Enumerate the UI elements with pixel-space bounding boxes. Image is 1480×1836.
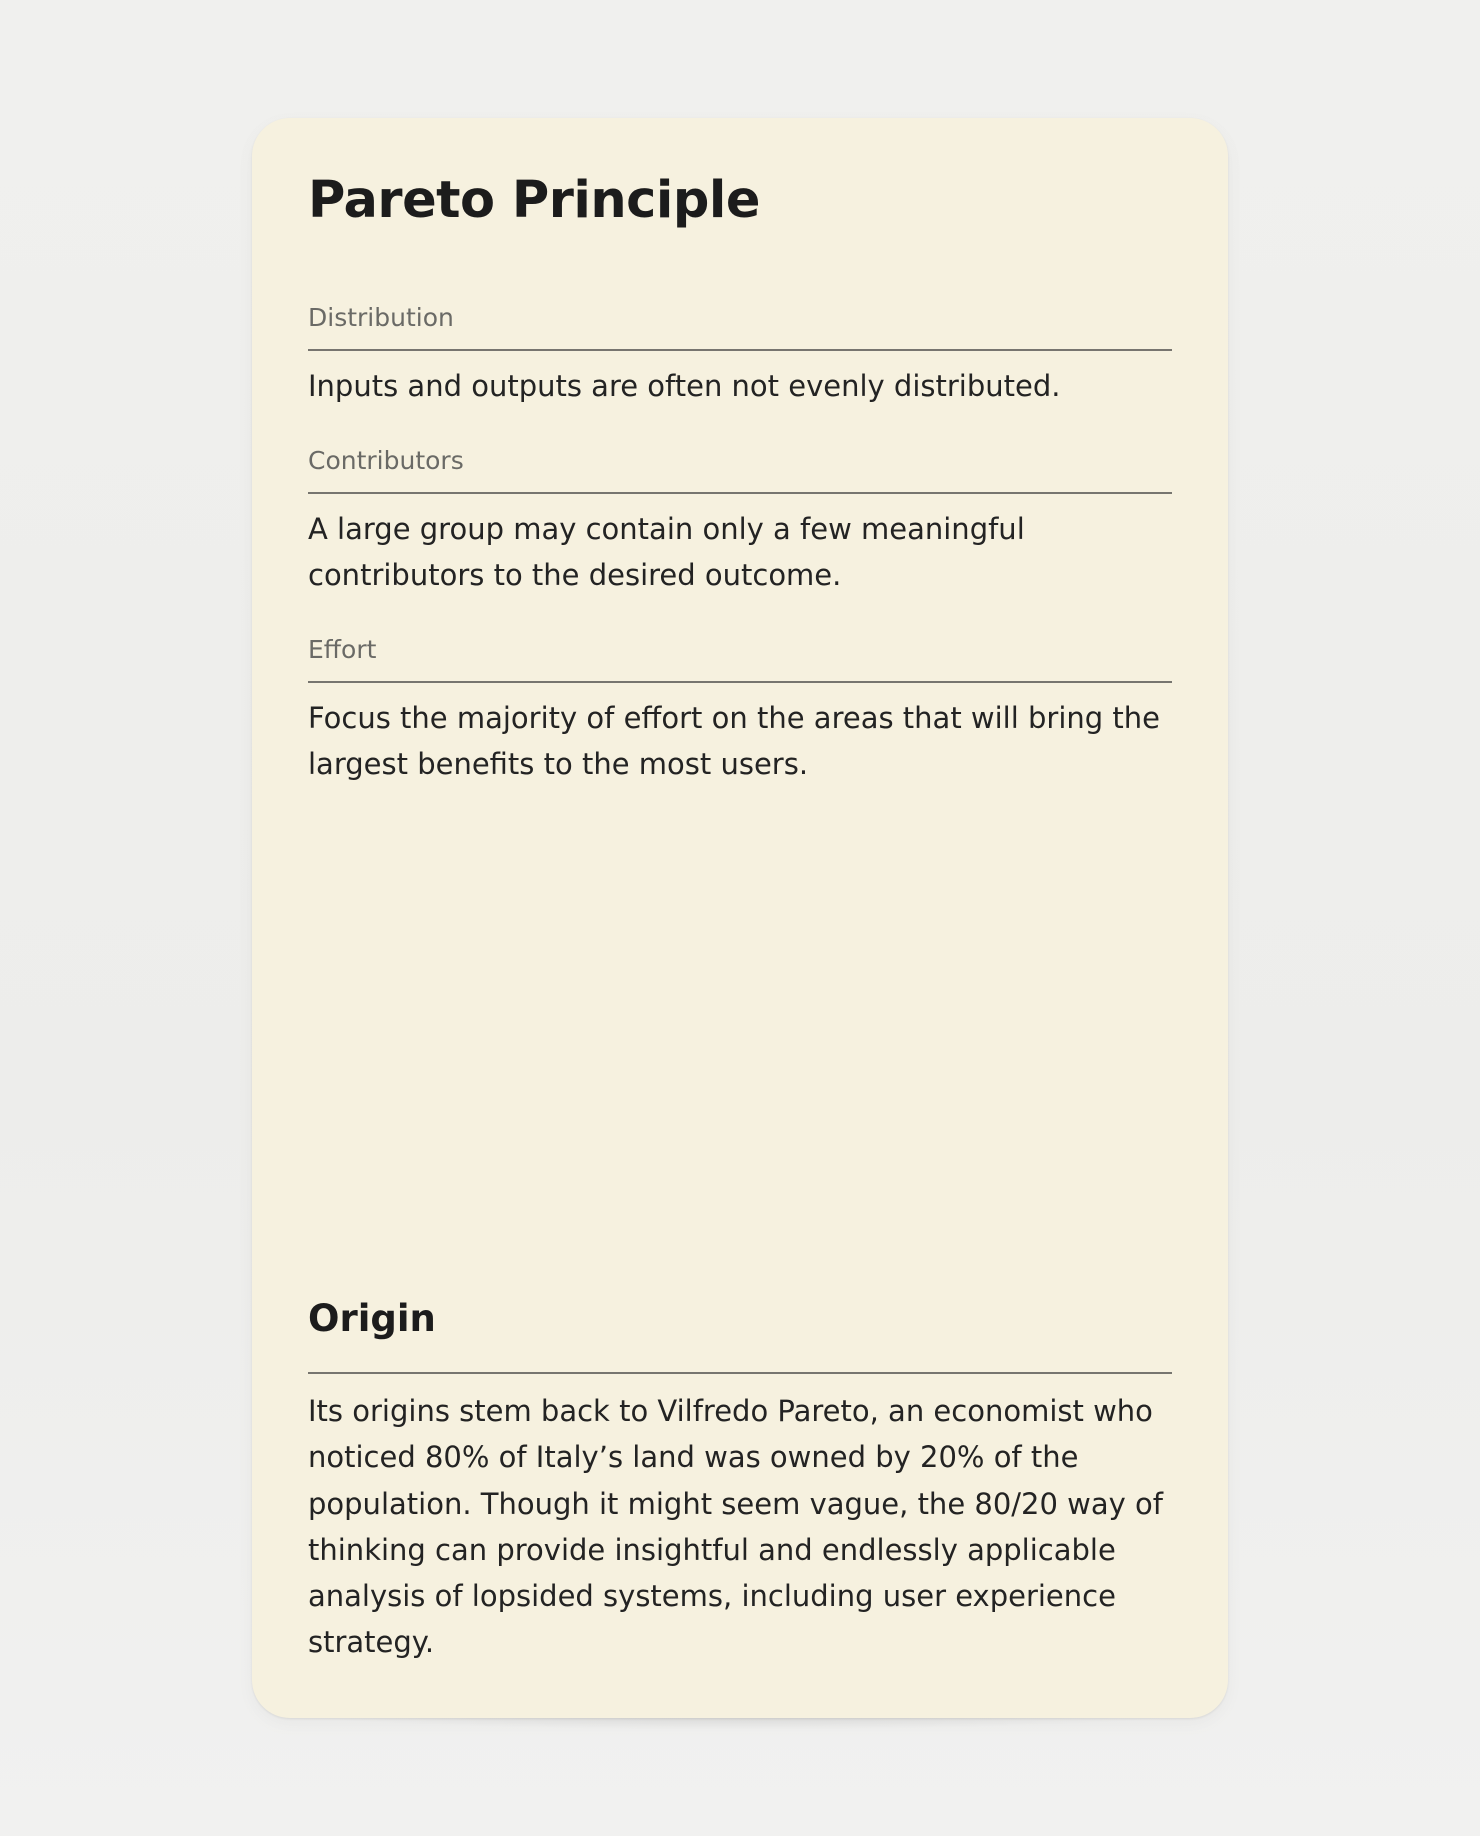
section-contributors xyxy=(308,446,1173,598)
origin-text: Its origins stem back to Vilfredo Pareto, an economist who noticed 80% of Italy’s land was owned by 20% of the population. Though it might seem vague, the 80/20 way of thinking can provide insightful and endlessly applicable analysis of lopsided systems, including user experience strategy. xyxy=(308,1394,1163,1660)
section-text: Focus the majority of effort on the areas that will bring the largest benefits to the most users. xyxy=(308,701,1161,781)
pareto-card xyxy=(252,118,1228,1718)
section-effort xyxy=(308,635,1173,787)
section-text: Inputs and outputs are often not evenly distributed. xyxy=(308,369,1061,403)
section-text: A large group may contain only a few meaningful contributors to the desired outcome. xyxy=(308,512,1025,592)
section-label: Effort xyxy=(308,635,1172,683)
origin-title: Origin xyxy=(308,1296,1172,1374)
origin-section xyxy=(308,1296,1178,1666)
section-label: Contributors xyxy=(308,446,1172,494)
section-distribution xyxy=(308,303,1173,409)
section-label: Distribution xyxy=(308,303,1172,351)
card-title: Pareto Principle xyxy=(308,171,760,230)
